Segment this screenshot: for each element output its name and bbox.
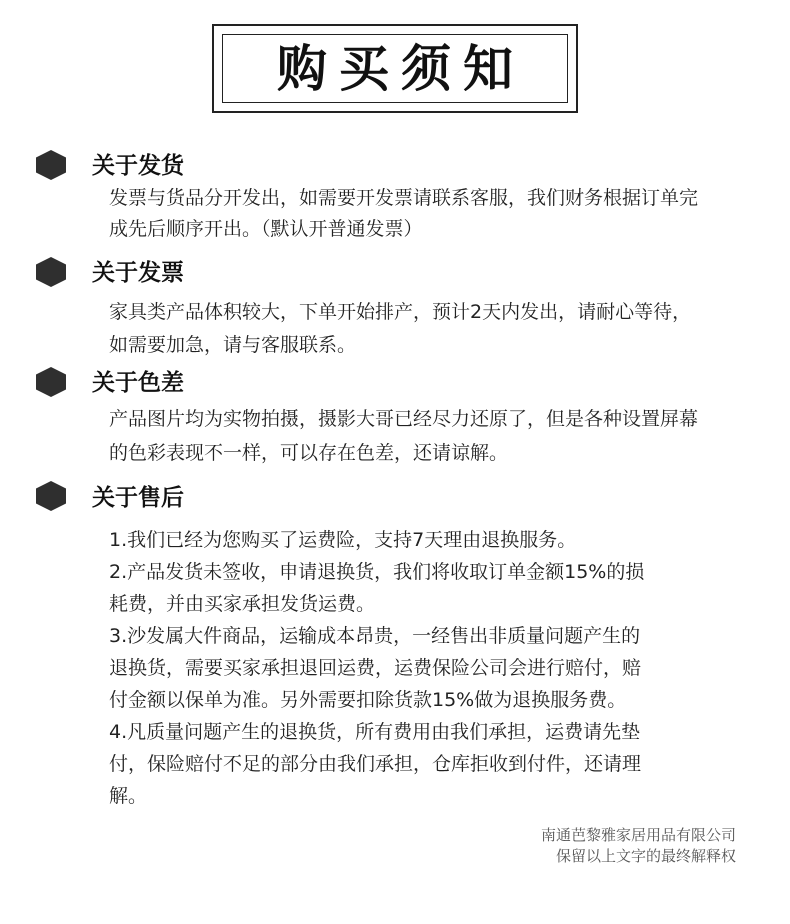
section-text-line: 的色彩表现不一样，可以存在色差，还请谅解。 [109, 442, 509, 464]
section-text-line: 家具类产品体积较大，下单开始排产，预计2天内发出，请耐心等待， [109, 301, 692, 323]
title-frame [212, 24, 578, 113]
section-text-line: 成先后顺序开出。（默认开普通发票） [109, 218, 423, 240]
hexagon-bullet-icon [36, 150, 66, 180]
footer-rights-statement: 保留以上文字的最终解释权 [555, 847, 736, 865]
section-text-line: 耗费，并由买家承担发货运费。 [109, 593, 376, 615]
section-heading: 关于售后 [92, 485, 184, 511]
section-text-line: 解。 [109, 785, 148, 807]
section-text-line: 1.我们已经为您购买了运费险，支持7天理由退换服务。 [109, 529, 577, 551]
section-text-line: 退换货，需要买家承担退回运费，运费保险公司会进行赔付，赔 [109, 657, 642, 679]
section-heading: 关于发货 [92, 153, 184, 179]
section-text-line: 如需要加急，请与客服联系。 [109, 334, 357, 356]
hexagon-bullet-icon [36, 257, 66, 287]
hexagon-bullet-icon [36, 367, 66, 397]
section-heading: 关于色差 [92, 370, 184, 396]
section-text-line: 4.凡质量问题产生的退换货，所有费用由我们承担，运费请先垫 [109, 721, 641, 743]
section-text-line: 2.产品发货未签收，申请退换货，我们将收取订单金额15%的损 [109, 561, 645, 583]
hexagon-bullet-icon [36, 481, 66, 511]
section-text-line: 3.沙发属大件商品，运输成本昂贵，一经售出非质量问题产生的 [109, 625, 641, 647]
page-title: 购买须知 [277, 39, 525, 98]
section-text-line: 产品图片均为实物拍摄，摄影大哥已经尽力还原了，但是各种设置屏幕 [109, 408, 699, 430]
section-heading: 关于发票 [92, 260, 184, 286]
footer-company-name: 南通芭黎雅家居用品有限公司 [540, 826, 736, 844]
title-inner-frame [222, 34, 568, 103]
section-text-line: 付金额以保单为准。另外需要扣除货款15%做为退换服务费。 [109, 689, 627, 711]
section-text-line: 付，保险赔付不足的部分由我们承担，仓库拒收到付件，还请理 [109, 753, 642, 775]
section-text-line: 发票与货品分开发出，如需要开发票请联系客服，我们财务根据订单完 [109, 187, 699, 209]
